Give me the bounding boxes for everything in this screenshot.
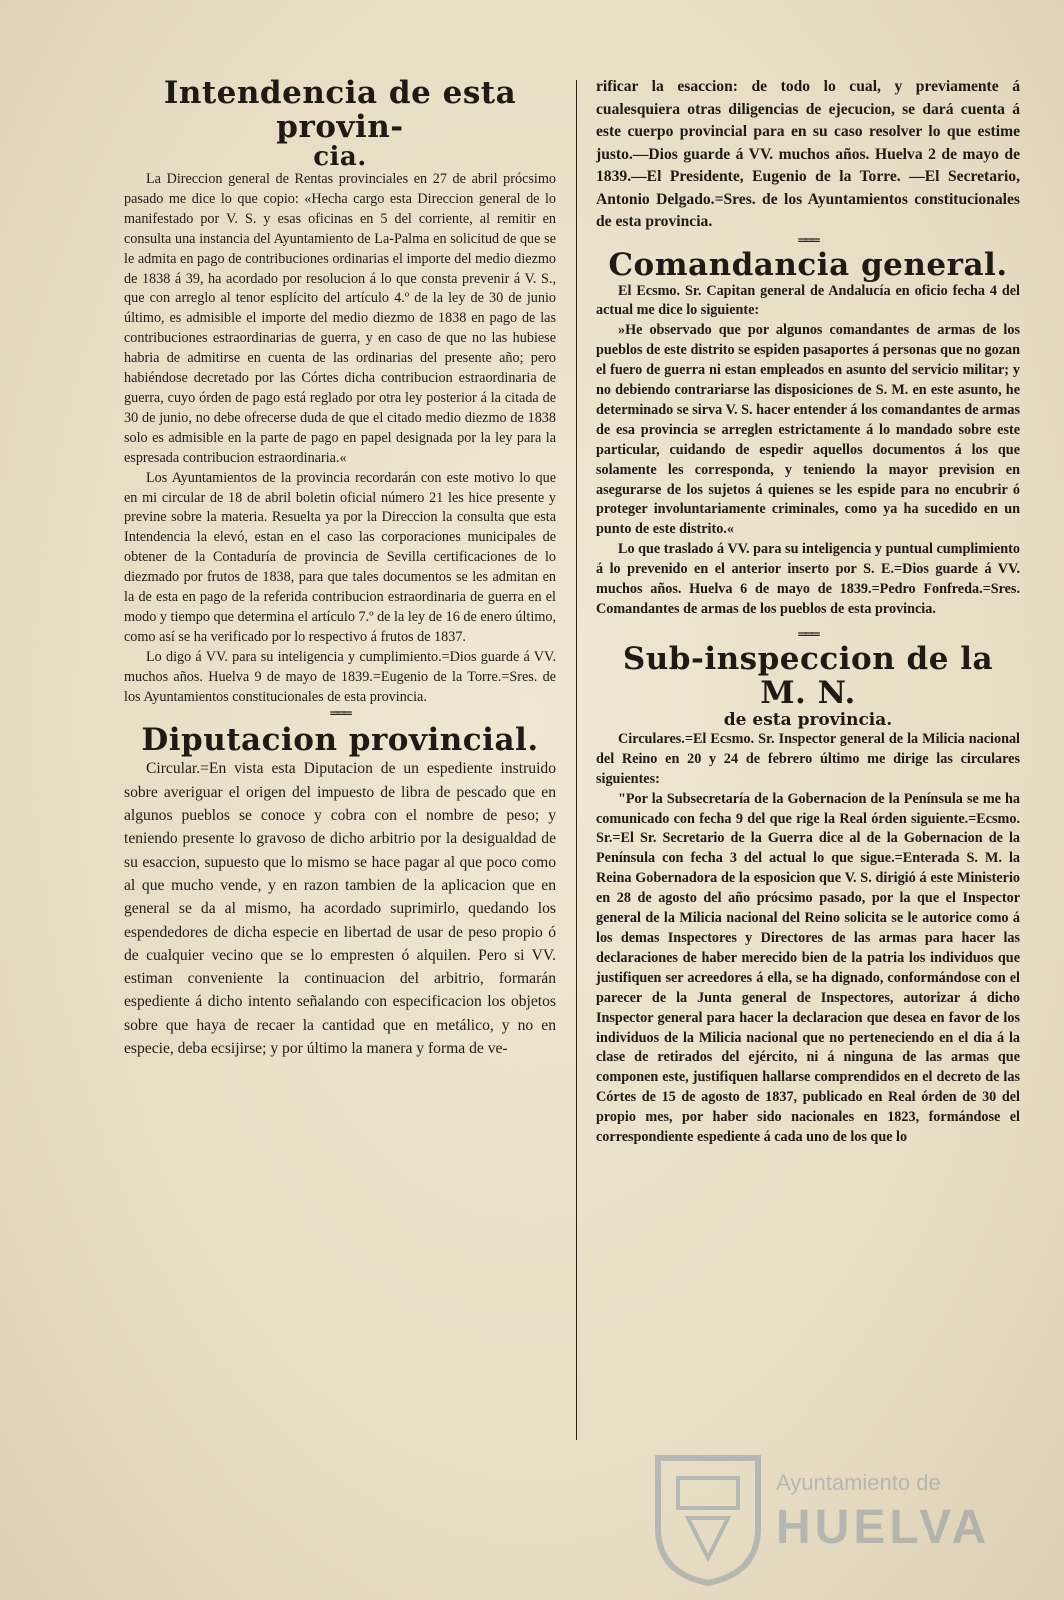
section-intendencia <box>124 76 556 721</box>
right-column <box>596 76 1020 1148</box>
column-divider <box>576 80 577 1440</box>
section-diputacion <box>124 723 556 1060</box>
archive-watermark <box>648 1448 1028 1588</box>
section-ornament: ═══ <box>798 232 818 249</box>
left-column <box>124 76 556 1060</box>
diputacion-paragraph-1: Circular.=En vista esta Diputacion de un espediente instruido sobre averiguar el origen del impuesto de libra de pescado que en algunos pueblos se conoce y cobra con el nombre de peso; y teniendo presente lo gravoso de dicho arbitrio por la desigualdad de su esaccion, supuesto que lo mismo se hace pagar al que poco como al que mucho vende, y en razon tambien de la aplicacion que en general se da al mismo, ha acordado suprimirlo, quedando los espendedores de dicha especie en libertad de usar de peso propio ó de cualquier vecino que se lo empresten ó alquilen. Pero si VV. estiman conveniente la continuacion del arbitrio, formarán espediente á dicho intento señalando con especificacion los objetos sobre que haya de recaer la cantidad que en metálico, y no en especie, deba ecsijirse; y por último la manera y forma de ve- <box>124 760 556 1058</box>
watermark-text-line1: Ayuntamiento de <box>776 1470 941 1495</box>
intendencia-title-line2: cia. <box>313 142 367 172</box>
watermark-text-line2: HUELVA <box>776 1501 991 1554</box>
comandancia-title: Comandancia general. <box>608 246 1008 283</box>
section-subinspeccion <box>596 642 1020 1148</box>
intendencia-paragraph-2: Los Ayuntamientos de la provincia recordarán con este motivo lo que en mi circular de 18 de abril boletin oficial número 21 les hice presente y previne sobre la materia. Resuelta ya por la Direccion la consulta que esta Intendencia la elevó, estan en el caso las corporaciones municipales de obtener de la Contaduría de provincia de Sevilla certificaciones de lo diezmado por frutos de 1838, para que tales documentos se les admitan en la de esta en pago de la referida contribucion estraordinaria de guerra en el modo y tiempo que determina el artículo 7.º de la ley de 16 de enero último, como así se ha verificado por lo respectivo á frutos de 1837. <box>124 469 556 645</box>
section-comandancia <box>596 248 1020 620</box>
comandancia-paragraph-2: »He observado que por algunos comandantes de armas de los pueblos de este distrito se espiden pasaportes á personas que no gozan el fuero de guerra ni estan empleados en asunto del servicio militar; y no debiendo contrariarse las disposiciones de S. M. en este asunto, he determinado se sirva V. S. hacer entender á los comandantes de armas de esa provincia se arreglen estrictamente á lo mandado sobre este particular, cuidando de espedir aquellos documentos á los que solamente les corresponda, y teniendo la mayor prevision en asegurarse de los sujetos á quienes se les espide para no encubrir ó proteger involuntariamente criminales, como ya ha sucedido en un punto de este distrito.« <box>596 322 1020 538</box>
coat-of-arms-icon <box>648 1448 768 1588</box>
diputacion-title: Diputacion provincial. <box>141 722 539 759</box>
intendencia-paragraph-1: La Direccion general de Rentas provinciales en 27 de abril prócsimo pasado me dice lo que copio: «Hecha cargo esta Direccion general de lo manifestado por V. S. y esas oficinas en 5 del corriente, al remitir en consulta una instancia del Ayuntamiento de La-Palma en solicitud de que se le admita en pago de contribuciones ordinarias el importe del medio diezmo de 1838 á 39, ha acordado por resolucion á lo que consta prevenir á V. S., que con arreglo al tenor esplícito del artículo 4.º de la ley de 30 de junio último, es admisible el importe del medio diezmo de 1838 en pago de las contribuciones estraordinarias de guerra, y en caso de que no las hubiese habria de admitirse en cuenta de las ordinarias del presente año; pero habiéndose decretado por las Córtes dicha contribucion estraordinaria de guerra, cuyo órden de pago está reglado por otra ley posterior á la citada de 30 de junio, no debe ofrecerse duda de que el citado medio diezmo de 1838 solo es admisible en la parte de pago en papel designada por la ley para la espresada contribucion estraordinaria.« <box>124 171 556 466</box>
diputacion-continuation: rificar la esaccion: de todo lo cual, y previamente á cualesquiera otras diligencias de ejecucion, se dará cuenta á este cuerpo provincial para en su caso resolver lo que estime justo.—Dios guarde á VV. muchos años. Huelva 2 de mayo de 1839.—El Presidente, Eugenio de la Torre. —El Secretario, Antonio Delgado.=Sres. de los Ayuntamientos constitucionales de esta provincia. <box>596 78 1020 230</box>
comandancia-paragraph-3: Lo que traslado á VV. para su inteligencia y puntual cumplimiento á lo prevenido en el anterior inserto por S. E.=Dios guarde á VV. muchos años. Huelva 6 de mayo de 1839.=Pedro Fonfreda.=Sres. Comandantes de armas de los pueblos de esta provincia. <box>596 541 1020 617</box>
intendencia-paragraph-3: Lo digo á VV. para su inteligencia y cumplimiento.=Dios guarde á VV. muchos años. Huelva 9 de mayo de 1839.=Eugenio de la Torre.=Sres. de los Ayuntamientos constitucionales de esta provincia. <box>124 648 556 705</box>
subinspeccion-paragraph-2: "Por la Subsecretaría de la Gobernacion de la Península se me ha comunicado con fecha 9 del que rige la Real órden siguiente.=Ecsmo. Sr.=El Sr. Secretario de la Guerra dice al de la Gobernacion de la Península con fecha 3 del actual lo que sigue.=Enterada S. M. la Reina Gobernadora de la esposicion que V. S. dirigió á este Ministerio en 28 de agosto del año prócsimo pasado, por la que el Inspector general de la Milicia nacional del Reino solicita se le autorice como á los demas Inspectores y Directores de las armas para hacer las declaraciones de haber merecido bien de la patria los individuos que justifiquen ser acreedores á ella, se ha dignado, conformándose con el parecer de la Junta general de Inspectores, autorizar á dicho Inspector general para hacer la declaracion que desea en favor de los individuos de la Milicia nacional que no perteneciendo en el dia á la clase de retirados del ejército, ni á ninguna de las armas que componen este, justifiquen hallarse comprendidos en el decreto de las Córtes de 15 de agosto de 1837, publicado en Real órden de 30 del propio mes, por haber sido nacionales en 1823, formándose el correspondiente espediente á cada uno de los que lo <box>596 790 1020 1146</box>
intendencia-title-line1: Intendencia de esta provin- <box>163 75 517 145</box>
comandancia-paragraph-1: El Ecsmo. Sr. Capitan general de Andalucía en oficio fecha 4 del actual me dice lo siguiente: <box>596 282 1020 319</box>
subinspeccion-subtitle: de esta provincia. <box>723 709 893 730</box>
section-ornament: ═══ <box>330 706 350 723</box>
subinspeccion-title: Sub-inspeccion de la M. N. <box>622 640 994 711</box>
section-ornament: ═══ <box>798 626 818 643</box>
subinspeccion-paragraph-1: Circulares.=El Ecsmo. Sr. Inspector general de la Milicia nacional del Reino en 20 y 24 de febrero último me dirige las circulares siguientes: <box>596 730 1020 787</box>
